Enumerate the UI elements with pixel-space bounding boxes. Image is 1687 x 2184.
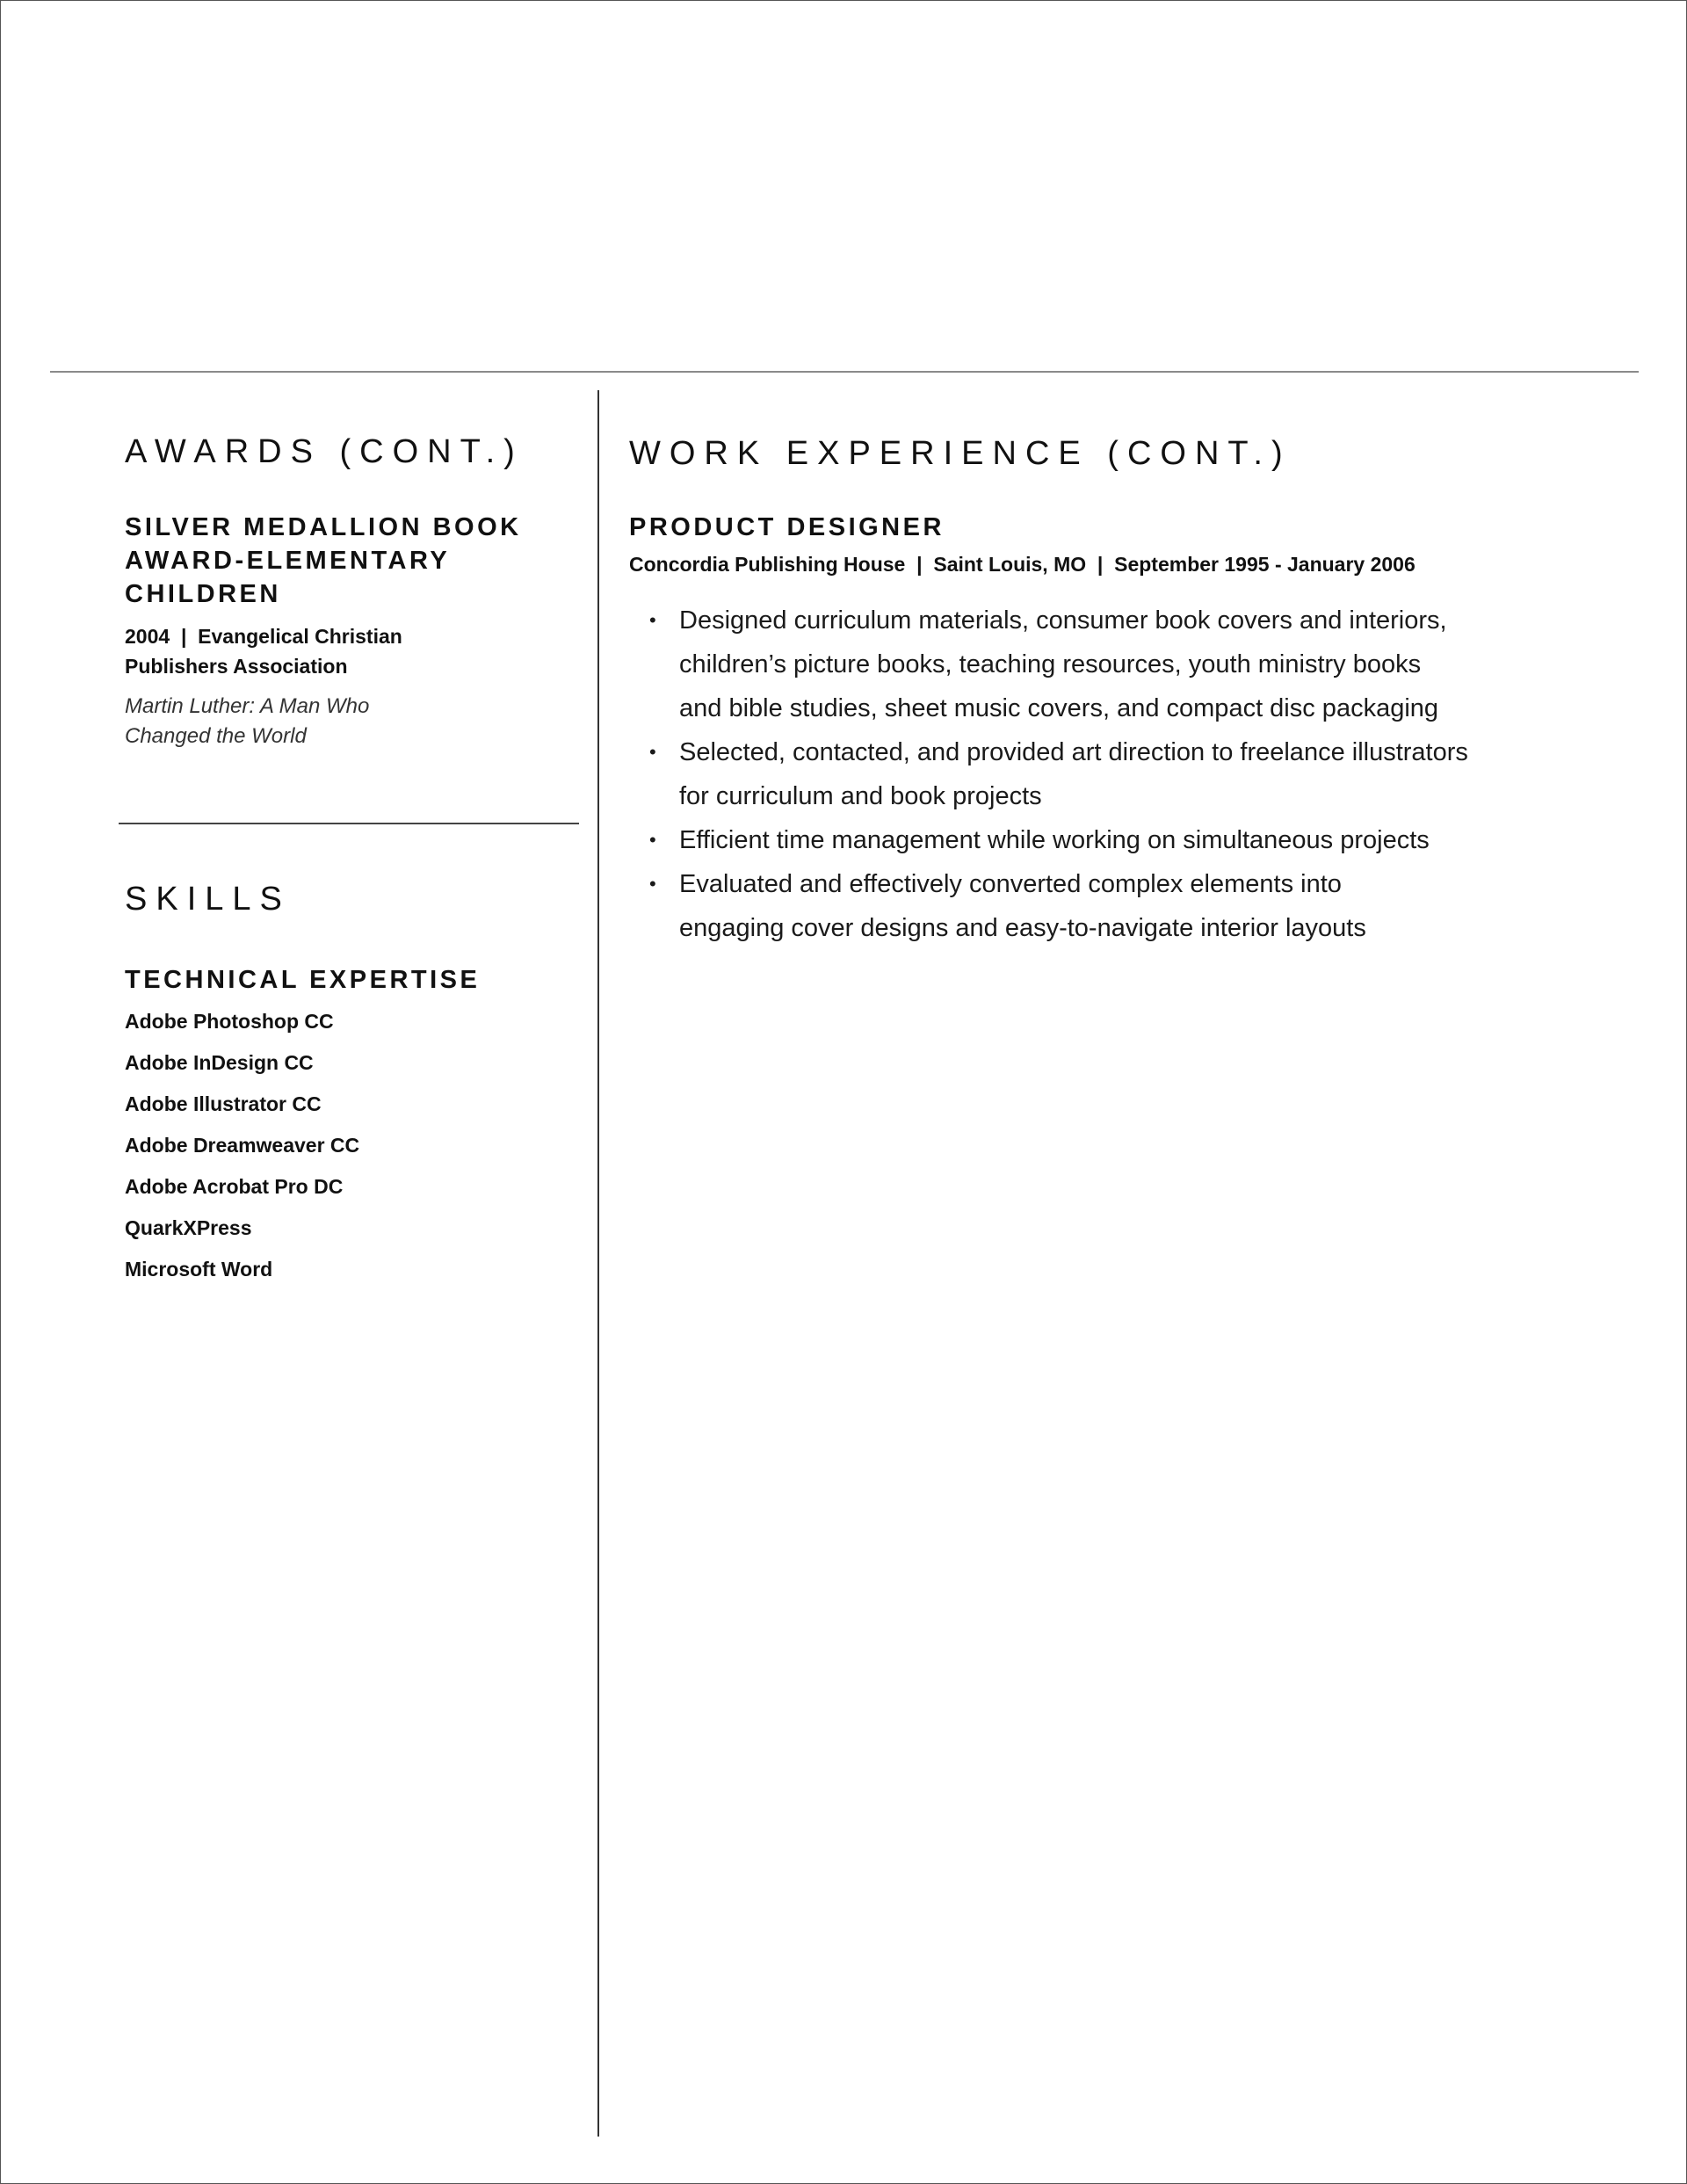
job-meta: Concordia Publishing House | Saint Louis, MO | September 1995 - January 2006 <box>629 553 1415 576</box>
bullet-line: children’s picture books, teaching resources, youth ministry books <box>679 650 1422 678</box>
bullet-item <box>629 730 1596 818</box>
award-meta <box>125 621 564 681</box>
skill-item: QuarkXPress <box>125 1216 252 1239</box>
skills-heading: SKILLS <box>125 881 291 918</box>
awards-heading: AWARDS (CONT.) <box>125 433 524 470</box>
award-note-line: Martin Luther: A Man Who <box>125 694 370 718</box>
job-title: PRODUCT DESIGNER <box>629 513 945 541</box>
bullet-line: and bible studies, sheet music covers, and compact disc packaging <box>679 694 1439 722</box>
bullet-item <box>629 599 1596 730</box>
work-experience-heading: WORK EXPERIENCE (CONT.) <box>629 435 1292 472</box>
bullet-dot: • <box>649 609 656 631</box>
skill-item: Adobe InDesign CC <box>125 1051 314 1074</box>
job-bullets <box>629 599 1596 950</box>
left-section-divider <box>119 823 579 824</box>
technical-expertise-heading: TECHNICAL EXPERTISE <box>125 966 481 994</box>
award-meta-line: 2004 | Evangelical Christian <box>125 625 402 648</box>
award-title-line: CHILDREN <box>125 580 281 608</box>
skills-section <box>125 877 564 1290</box>
award-meta-line: Publishers Association <box>125 655 348 678</box>
bullet-line: Selected, contacted, and provided art direction to freelance illustrators <box>679 738 1468 766</box>
skill-item: Adobe Photoshop CC <box>125 1010 334 1033</box>
column-divider <box>597 390 599 2137</box>
skill-item: Adobe Illustrator CC <box>125 1092 322 1115</box>
bullet-line: engaging cover designs and easy-to-navigate interior layouts <box>679 914 1366 942</box>
awards-section <box>125 430 564 751</box>
bullet-dot: • <box>649 741 656 763</box>
skill-list <box>125 1001 564 1290</box>
skill-item: Adobe Dreamweaver CC <box>125 1134 360 1157</box>
bullet-line: for curriculum and book projects <box>679 782 1042 810</box>
award-title <box>125 511 564 611</box>
award-title-line: AWARD-ELEMENTARY <box>125 547 451 575</box>
award-work-title <box>125 692 564 751</box>
award-note-line: Changed the World <box>125 724 307 748</box>
header-divider <box>50 371 1639 373</box>
bullet-item <box>629 862 1596 950</box>
bullet-line: Designed curriculum materials, consumer book covers and interiors, <box>679 606 1447 635</box>
bullet-line: Evaluated and effectively converted complex elements into <box>679 870 1342 898</box>
skill-item: Adobe Acrobat Pro DC <box>125 1175 344 1198</box>
bullet-dot: • <box>649 873 656 895</box>
bullet-line: Efficient time management while working on simultaneous projects <box>679 826 1430 854</box>
award-title-line: SILVER MEDALLION BOOK <box>125 513 522 541</box>
bullet-dot: • <box>649 829 656 851</box>
bullet-item <box>629 818 1596 862</box>
work-experience-section <box>629 432 1596 950</box>
skill-item: Microsoft Word <box>125 1258 273 1281</box>
